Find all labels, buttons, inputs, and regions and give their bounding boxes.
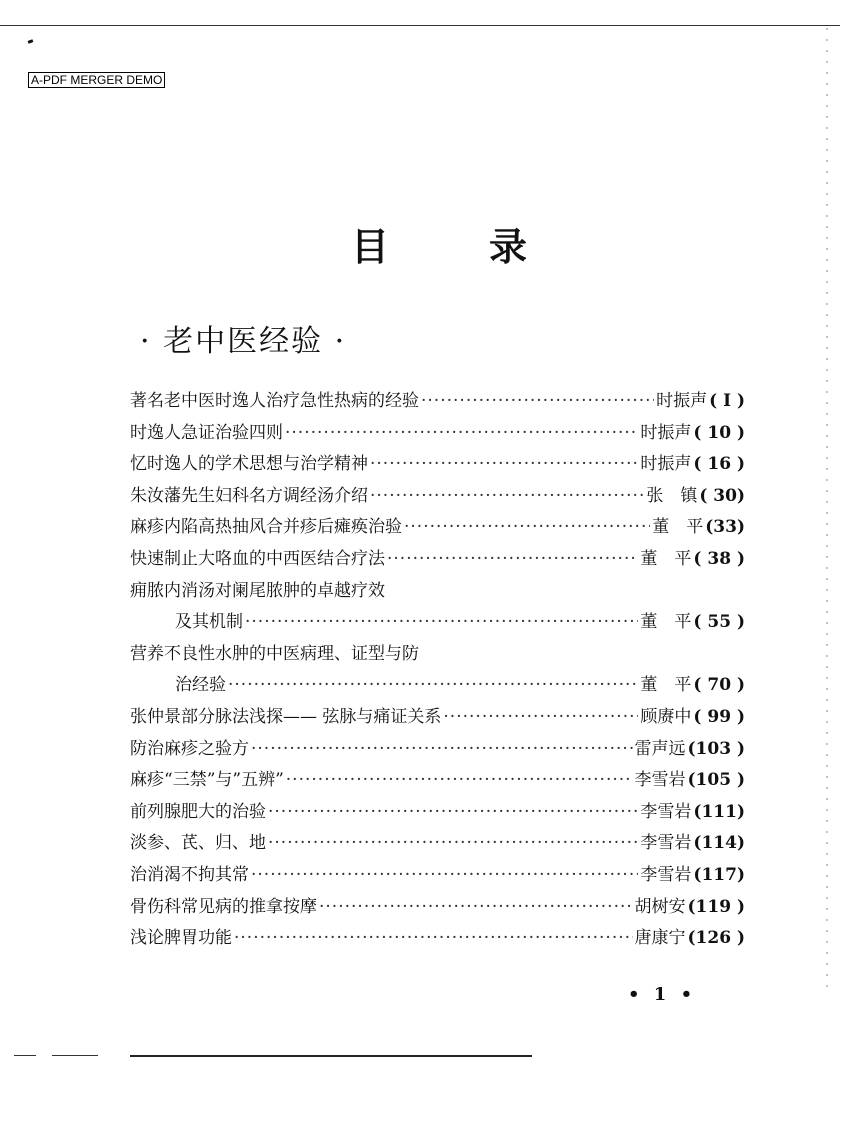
toc-entry-author: 胡树安 bbox=[634, 896, 686, 917]
toc-entry bbox=[130, 481, 745, 513]
toc-entry-page: ( 30) bbox=[699, 485, 745, 506]
section-heading: · 老中医经验 · bbox=[140, 324, 347, 359]
toc-entry-title: 及其机制 bbox=[175, 612, 243, 633]
toc-entry bbox=[130, 512, 745, 544]
dot-leader bbox=[234, 923, 633, 955]
toc-entry bbox=[130, 797, 745, 829]
toc-entry-page: (33) bbox=[705, 517, 745, 538]
toc-entry-author: 董 平 bbox=[640, 548, 692, 569]
dot-leader bbox=[251, 734, 633, 766]
scan-edge-noise bbox=[826, 28, 828, 988]
toc-entry bbox=[130, 828, 745, 860]
title-char-2: 录 bbox=[489, 224, 528, 269]
toc-entry-title: 骨伤科常见病的推拿按摩 bbox=[130, 896, 317, 917]
toc-entry bbox=[130, 734, 745, 766]
toc-entry-author: 雷声远 bbox=[634, 738, 686, 759]
watermark-label: A-PDF MERGER DEMO bbox=[28, 72, 165, 88]
toc-entry-author: 唐康宁 bbox=[634, 928, 686, 949]
toc-entry-title: 防治麻疹之验方 bbox=[130, 738, 249, 759]
toc-entry-title: 著名老中医时逸人治疗急性热病的经验 bbox=[130, 391, 419, 411]
toc-entry bbox=[130, 386, 745, 418]
toc-entry-title: 快速制止大咯血的中西医结合疗法 bbox=[130, 548, 385, 569]
dot-leader bbox=[268, 828, 638, 860]
toc-entry-author: 时振声 bbox=[640, 422, 692, 443]
toc-entry-page: (103 ) bbox=[687, 738, 745, 759]
toc-entry-page: (126 ) bbox=[687, 928, 745, 949]
toc-entry bbox=[130, 576, 745, 608]
toc-entry-author: 张 镇 bbox=[646, 485, 698, 506]
toc-entry-page: ( 16 ) bbox=[693, 454, 745, 475]
toc-entry-title: 张仲景部分脉法浅探—— 弦脉与痛证关系 bbox=[130, 706, 442, 727]
toc-entry-page: (105 ) bbox=[687, 770, 745, 791]
toc-entry-page: (111) bbox=[693, 801, 745, 822]
dot-leader bbox=[286, 765, 633, 797]
toc-entry-author: 董 平 bbox=[640, 675, 692, 696]
toc-entry-title: 浅论脾胃功能 bbox=[130, 928, 232, 949]
toc-entry bbox=[130, 765, 745, 797]
toc-entry-page: ( 70 ) bbox=[693, 675, 745, 696]
dot-leader bbox=[370, 481, 644, 513]
toc-entry bbox=[130, 544, 745, 576]
toc-entry-title: 治消渴不拘其常 bbox=[130, 864, 249, 885]
dot-leader bbox=[285, 418, 638, 450]
toc-entry-author: 董 平 bbox=[652, 517, 704, 538]
toc-entry-author: 顾赓中 bbox=[640, 706, 692, 727]
toc-entry bbox=[130, 892, 745, 924]
toc-entry-title: 麻疹“三禁”与”五辨” bbox=[130, 770, 284, 791]
dot-leader bbox=[404, 512, 650, 544]
toc-entry-title: 营养不良性水肿的中医病理、证型与防 bbox=[130, 643, 419, 664]
toc-entry-page: (114) bbox=[693, 833, 745, 854]
dot-leader bbox=[251, 860, 638, 892]
toc-entry-title: 时逸人急证治验四则 bbox=[130, 422, 283, 443]
toc-entry-author: 时振声 bbox=[640, 454, 692, 475]
toc-entry-title: 淡参、芪、归、地 bbox=[130, 833, 266, 854]
dot-leader bbox=[319, 892, 633, 924]
toc-entry-page: ( 10 ) bbox=[693, 422, 745, 443]
page-title bbox=[351, 216, 527, 271]
toc-entry bbox=[130, 418, 745, 450]
toc-entry-title: 前列腺肥大的治验 bbox=[130, 801, 266, 822]
dot-leader bbox=[268, 797, 638, 829]
page-number: • 1 • bbox=[628, 984, 697, 1005]
toc-entry-page: ( I ) bbox=[709, 391, 745, 411]
toc-entry-title: 治经验 bbox=[175, 675, 226, 696]
toc-entry bbox=[130, 639, 745, 671]
toc-entry-title: 痈脓内消汤对阑尾脓肿的卓越疗效 bbox=[130, 580, 385, 601]
toc-entry-author: 时振声 bbox=[656, 391, 708, 411]
dot-leader bbox=[387, 544, 638, 576]
dot-leader bbox=[421, 386, 654, 418]
title-char-1: 目 bbox=[351, 224, 390, 269]
toc-entry-page: ( 38 ) bbox=[693, 548, 745, 569]
scan-speck bbox=[28, 39, 34, 44]
dot-leader bbox=[370, 449, 638, 481]
toc-entry-page: ( 55 ) bbox=[693, 612, 745, 633]
toc-entry bbox=[130, 449, 745, 481]
bottom-rule bbox=[52, 1055, 98, 1056]
toc-entry-page: ( 99 ) bbox=[693, 706, 745, 727]
table-of-contents bbox=[130, 386, 745, 955]
toc-entry bbox=[130, 670, 745, 702]
dot-leader bbox=[245, 607, 638, 639]
toc-entry-page: (119 ) bbox=[687, 896, 745, 917]
bottom-rule bbox=[14, 1055, 36, 1056]
toc-entry-author: 李雪岩 bbox=[634, 770, 686, 791]
toc-entry-author: 李雪岩 bbox=[640, 801, 692, 822]
toc-entry bbox=[130, 860, 745, 892]
toc-entry bbox=[130, 923, 745, 955]
toc-entry bbox=[130, 702, 745, 734]
top-rule bbox=[0, 25, 840, 26]
dot-leader bbox=[228, 670, 638, 702]
toc-entry-title: 朱汝藩先生妇科名方调经汤介绍 bbox=[130, 485, 368, 506]
bottom-rule bbox=[130, 1055, 532, 1057]
toc-entry-author: 董 平 bbox=[640, 612, 692, 633]
toc-entry-page: (117) bbox=[693, 864, 745, 885]
toc-entry-author: 李雪岩 bbox=[640, 864, 692, 885]
toc-entry bbox=[130, 607, 745, 639]
dot-leader bbox=[443, 702, 638, 734]
toc-entry-title: 忆时逸人的学术思想与治学精神 bbox=[130, 454, 368, 475]
toc-entry-title: 麻疹内陷高热抽风合并疹后瘫痪治验 bbox=[130, 517, 402, 538]
toc-entry-author: 李雪岩 bbox=[640, 833, 692, 854]
